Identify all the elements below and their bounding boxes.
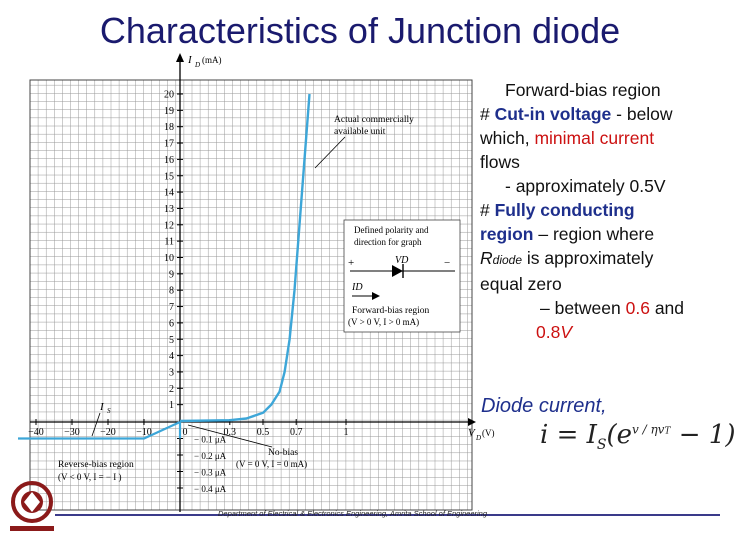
polarity-minus: − xyxy=(444,257,451,269)
x-tick-label: 0.7 xyxy=(289,427,303,438)
diode-current-formula: $i = I_S(e^{v / \eta vT} - 1)$ xyxy=(540,420,735,454)
actual-unit-label: available unit xyxy=(334,127,386,137)
slide-title: Characteristics of Junction diode xyxy=(99,10,621,51)
y-tick-label: 6 xyxy=(169,318,174,330)
rev-tick-label: − 0.3 μA xyxy=(194,467,227,478)
y-tick-label: 14 xyxy=(164,187,174,199)
x-tick-label: −30 xyxy=(64,427,80,438)
is-label: I xyxy=(100,401,104,413)
cutin-approx: - approximately 0.5V xyxy=(505,176,666,196)
vd-symbol: VD xyxy=(395,255,409,266)
full-line-4: equal zero xyxy=(480,274,562,294)
y-tick-label: 7 xyxy=(169,302,174,314)
x-tick-label: −10 xyxy=(136,427,152,438)
cutin-line: # Cut-in voltage - below xyxy=(480,104,673,124)
full-between-2: 0.8V xyxy=(536,322,573,342)
full-line-2: region – region where xyxy=(480,224,655,244)
y-tick-label: 20 xyxy=(164,89,174,101)
rev-tick-label: − 0.2 μA xyxy=(194,451,227,461)
y-tick-label: 13 xyxy=(164,203,174,215)
x-tick-label: −20 xyxy=(100,427,116,438)
is-leader xyxy=(92,413,100,436)
full-between: – between 0.6 and xyxy=(540,298,685,318)
institution-logo xyxy=(4,478,60,536)
reverse-bias-cond: (V < 0 V, I = − I ) xyxy=(58,472,122,482)
cutin-line-3: flows xyxy=(480,152,520,172)
diode-characteristic-chart xyxy=(0,48,495,518)
reverse-bias-label: Reverse-bias region xyxy=(58,460,134,470)
polarity-box-label: Defined polarity and xyxy=(354,225,429,235)
y-tick-label: 17 xyxy=(164,138,174,150)
y-tick-label: 15 xyxy=(164,171,174,183)
rev-tick-label: − 0.1 μA xyxy=(194,434,227,445)
y-axis-arrow xyxy=(176,53,184,62)
y-tick-label: 12 xyxy=(164,220,174,232)
y-tick-label: 8 xyxy=(169,285,174,297)
y-tick-label: 18 xyxy=(164,122,174,134)
forward-bias-box-cond: (V > 0 V, I > 0 mA) xyxy=(348,317,420,327)
full-line-3: Rdiode is approximately xyxy=(480,248,654,268)
y-axis-label: I xyxy=(188,54,192,66)
x-axis-label: V xyxy=(468,427,475,439)
y-tick-label: 2 xyxy=(169,383,174,395)
rev-tick-label: − 0.4 μA xyxy=(194,484,227,494)
y-tick-label: 19 xyxy=(164,105,174,117)
x-tick-label: −40 xyxy=(28,427,44,438)
full-line-1: # Fully conducting xyxy=(480,200,635,220)
y-axis-label-sub: D xyxy=(195,61,201,69)
x-tick-label: 0.3 xyxy=(223,427,237,438)
no-bias-cond: (V = 0 V, I = 0 mA) xyxy=(236,459,308,469)
no-bias-label: No-bias xyxy=(268,448,299,458)
y-tick-label: 16 xyxy=(164,154,174,166)
polarity-plus: + xyxy=(348,257,355,269)
y-tick-label: 10 xyxy=(164,253,174,264)
x-tick-label: 1 xyxy=(343,427,349,438)
y-axis-unit: (mA) xyxy=(202,55,222,65)
forward-bias-notes xyxy=(480,78,716,344)
forward-bias-heading: Forward-bias region xyxy=(505,80,661,100)
forward-curve xyxy=(180,94,310,421)
y-tick-label: 5 xyxy=(169,334,174,346)
y-tick-label: 9 xyxy=(169,269,174,281)
y-tick-label: 11 xyxy=(164,236,174,248)
cutin-term: Cut-in voltage xyxy=(494,104,612,124)
y-tick-label: 3 xyxy=(169,367,174,379)
polarity-box-label: direction for graph xyxy=(354,237,422,247)
diode-current-label: Diode current, xyxy=(481,395,607,417)
id-symbol: ID xyxy=(352,282,363,293)
footer-text: Department of Electrical & Electronics Engineering, Amrita School of Engineering xyxy=(218,509,488,518)
y-tick-label: 4 xyxy=(169,351,174,363)
is-label-sub: S xyxy=(107,407,111,415)
x-tick-label: 0 xyxy=(182,427,188,438)
x-axis-unit: (V) xyxy=(482,428,495,438)
actual-unit-label: Actual commercially xyxy=(334,115,414,125)
x-tick-label: 0.5 xyxy=(256,427,270,438)
forward-bias-box-label: Forward-bias region xyxy=(352,306,430,316)
actual-unit-leader xyxy=(315,137,345,168)
x-axis-label-sub: D xyxy=(476,434,482,442)
cutin-line-2: which, minimal current xyxy=(480,128,655,148)
y-tick-label: 1 xyxy=(169,400,174,412)
